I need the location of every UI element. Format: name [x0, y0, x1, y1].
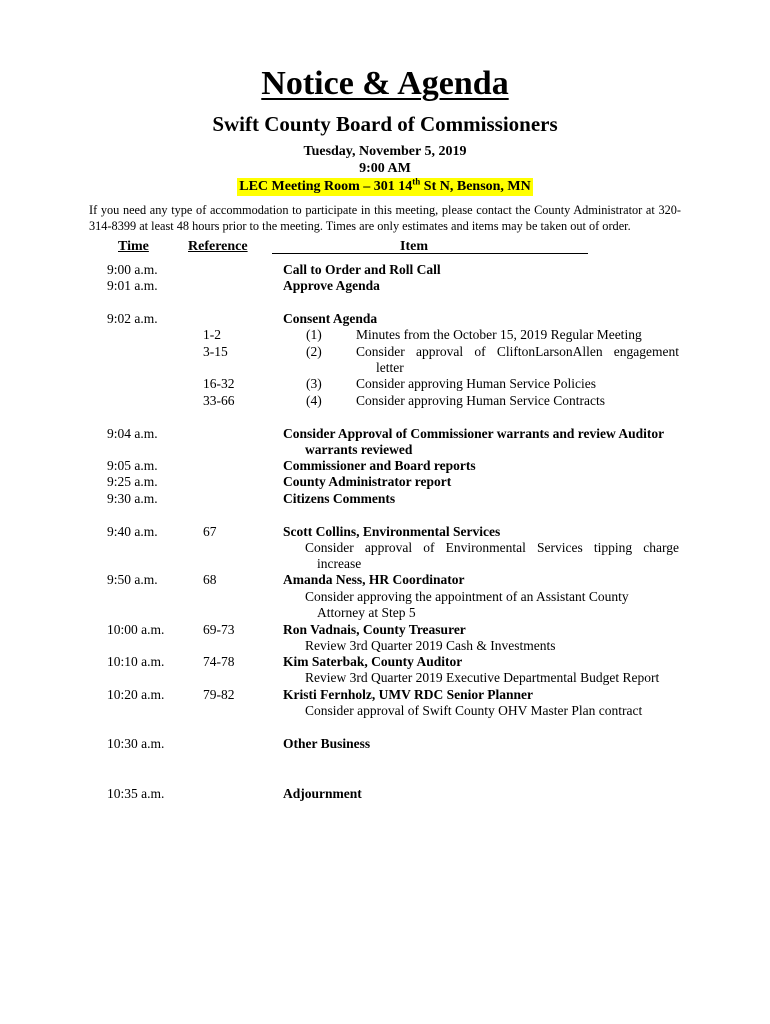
meeting-date: Tuesday, November 5, 2019 [303, 144, 467, 159]
detail-planner: Consider approval of Swift County OHV Master Plan contract [305, 703, 643, 718]
item-warrants: Consider Approval of Commissioner warrants and review Auditor [283, 426, 665, 441]
column-header-item: Item [400, 239, 428, 254]
meeting-time: 9:00 AM [359, 161, 411, 176]
consent-text-2: Consider approval of CliftonLarsonAllen engagement [356, 344, 679, 359]
time-environmental: 9:40 a.m. [107, 524, 158, 539]
item-warrants-cont: warrants reviewed [305, 442, 413, 457]
location-highlight: LEC Meeting Room – 301 14th St N, Benson, MN [239, 176, 531, 194]
meeting-location [0, 177, 770, 196]
consent-number-2: (2) [306, 344, 322, 359]
consent-text-1: Minutes from the October 15, 2019 Regular Meeting [356, 327, 642, 342]
item-hr: Amanda Ness, HR Coordinator [283, 572, 465, 587]
accommodation-notice: If you need any type of accommodation to participate in this meeting, please contact the County Administrator at 320-314-8399 at least 48 hours prior to the meeting. Times are only estimates and items may be taken out of order. [89, 203, 681, 233]
time-auditor: 10:10 a.m. [107, 654, 165, 669]
ref-consent-3: 16-32 [203, 376, 235, 391]
column-header-time: Time [118, 239, 149, 254]
item-citizens-comments: Citizens Comments [283, 491, 396, 506]
item-admin-report: County Administrator report [283, 474, 452, 489]
item-call-to-order: Call to Order and Roll Call [283, 262, 441, 277]
time-citizens-comments: 9:30 a.m. [107, 491, 158, 506]
detail-environmental-cont: increase [317, 556, 362, 571]
ref-planner: 79-82 [203, 687, 235, 702]
ref-treasurer: 69-73 [203, 622, 235, 637]
column-header-rule [272, 253, 588, 254]
time-hr: 9:50 a.m. [107, 572, 158, 587]
item-other-business: Other Business [283, 736, 371, 751]
time-consent-agenda: 9:02 a.m. [107, 311, 158, 326]
time-warrants: 9:04 a.m. [107, 426, 158, 441]
time-planner: 10:20 a.m. [107, 687, 165, 702]
column-header-reference: Reference [188, 239, 248, 254]
item-environmental: Scott Collins, Environmental Services [283, 524, 501, 539]
consent-text-3: Consider approving Human Service Policies [356, 376, 596, 391]
time-admin-report: 9:25 a.m. [107, 474, 158, 489]
time-approve-agenda: 9:01 a.m. [107, 278, 158, 293]
consent-number-3: (3) [306, 376, 322, 391]
item-auditor: Kim Saterbak, County Auditor [283, 654, 463, 669]
ref-auditor: 74-78 [203, 654, 235, 669]
detail-treasurer: Review 3rd Quarter 2019 Cash & Investments [305, 638, 556, 653]
consent-number-4: (4) [306, 393, 322, 408]
ref-consent-2: 3-15 [203, 344, 228, 359]
item-consent-agenda: Consent Agenda [283, 311, 378, 326]
item-treasurer: Ron Vadnais, County Treasurer [283, 622, 466, 637]
ref-environmental: 67 [203, 524, 217, 539]
detail-environmental: Consider approval of Environmental Services tipping charge [305, 540, 679, 555]
item-board-reports: Commissioner and Board reports [283, 458, 476, 473]
time-treasurer: 10:00 a.m. [107, 622, 165, 637]
detail-auditor: Review 3rd Quarter 2019 Executive Departmental Budget Report [305, 670, 660, 685]
consent-text-2-cont: letter [376, 360, 404, 375]
item-planner: Kristi Fernholz, UMV RDC Senior Planner [283, 687, 533, 702]
ref-consent-1: 1-2 [203, 327, 221, 342]
time-board-reports: 9:05 a.m. [107, 458, 158, 473]
item-approve-agenda: Approve Agenda [283, 278, 380, 293]
page-title: Notice & Agenda [261, 65, 509, 102]
time-call-to-order: 9:00 a.m. [107, 262, 158, 277]
ref-hr: 68 [203, 572, 217, 587]
time-other-business: 10:30 a.m. [107, 736, 165, 751]
consent-text-4: Consider approving Human Service Contracts [356, 393, 605, 408]
detail-hr: Consider approving the appointment of an Assistant County [305, 589, 629, 604]
ref-consent-4: 33-66 [203, 393, 235, 408]
consent-number-1: (1) [306, 327, 322, 342]
board-name: Swift County Board of Commissioners [212, 112, 558, 136]
item-adjournment: Adjournment [283, 786, 362, 801]
detail-hr-cont: Attorney at Step 5 [317, 605, 416, 620]
time-adjournment: 10:35 a.m. [107, 786, 165, 801]
